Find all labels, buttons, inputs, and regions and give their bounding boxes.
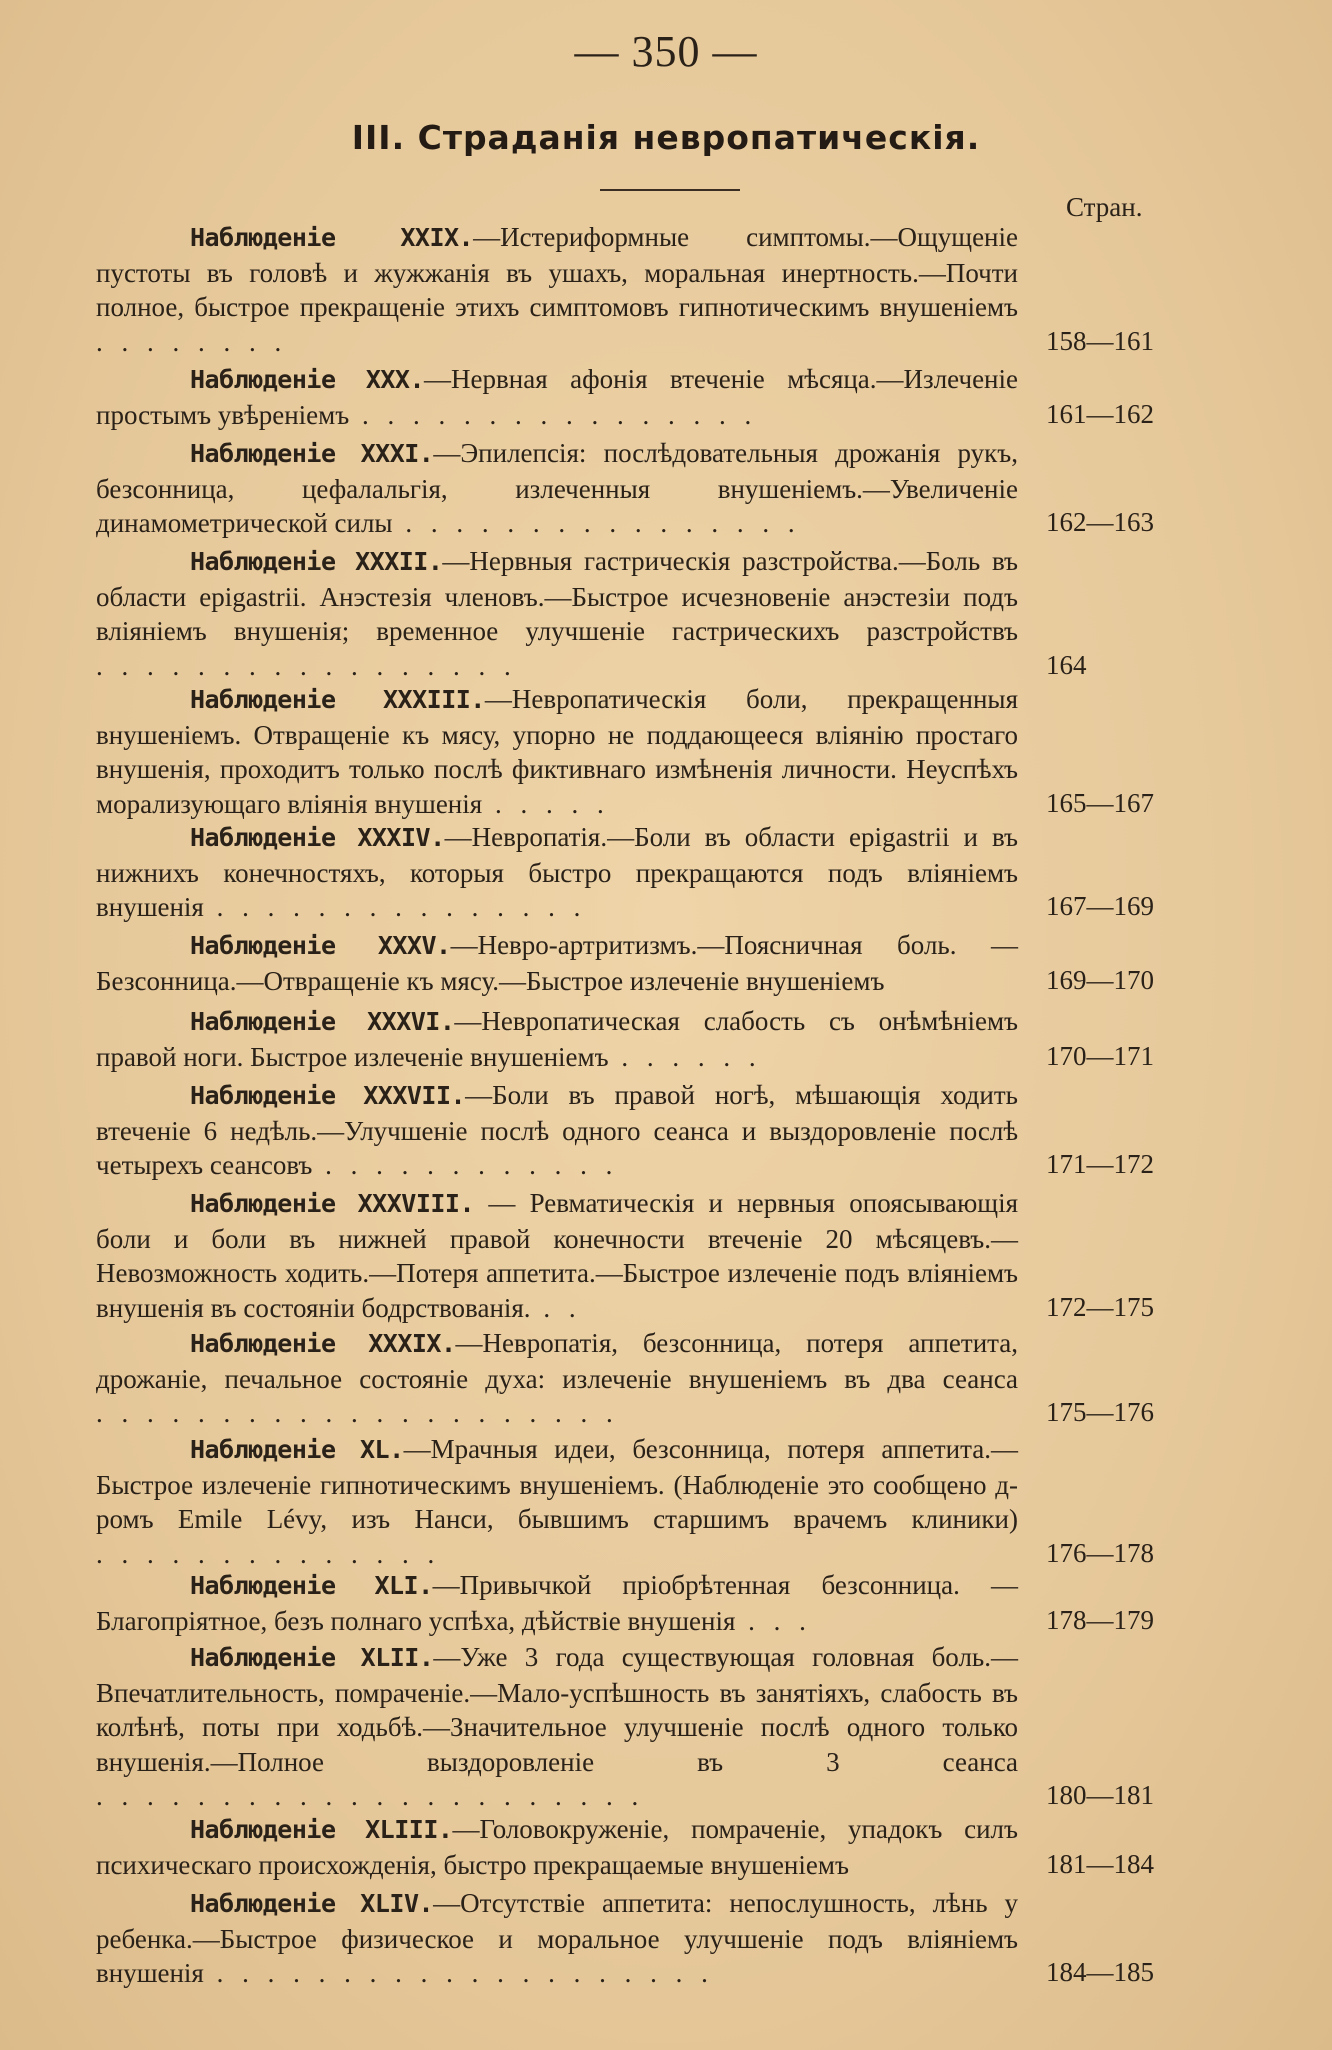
page-number: — 350 —	[574, 27, 758, 76]
page-range: 162—163	[1046, 507, 1154, 537]
observation-description: —Эпилепсія: послѣдовательныя дрожанія рукъ, безсонница, цефалальгія, излеченныя внушеніемъ.—Увеличеніе динамометрической силы	[96, 438, 1018, 538]
pages-column-header: Стран.	[1066, 192, 1143, 222]
observation-description: —Привычкой пріобрѣтенная безсонница. —Благопріятное, безъ полнаго успѣха, дѣйствіе внушенія	[96, 1570, 1018, 1636]
observation-description: — Ревматическія и нервныя опоясывающія боли и боли въ нижней правой конечности втеченіе 20 мѣсяцевъ.—Невозможность ходить.—Потеря аппетита.—Быстрое излеченіе подъ вліяніемъ внушенія въ состояніи бодрствованія.	[96, 1188, 1019, 1323]
leader-dots: . . . . . . . .	[96, 326, 288, 357]
leader-dots: . . . . . . . . . . . . . . . . . . . . .	[96, 1398, 619, 1428]
observation-description: —Невропатическія боли, прекращенныя внушеніемъ. Отвращеніе къ мясу, упорно не поддающееся вліянію простаго внушенія, проходитъ только послѣ фиктивнаго измѣненія личности. Неуспѣхъ морализующаго вліянія внушенія	[96, 684, 1018, 819]
page-range: 184—185	[1046, 1957, 1154, 1987]
observation-description: —Головокруженіе, помраченіе, упадокъ силъ психическаго происхожденія, быстро прекращаемые внушеніемъ	[96, 1814, 1018, 1880]
observation-description: —Уже 3 года существующая головная боль.—Впечатлительность, помраченіе.—Мало-успѣшность въ занятіяхъ, слабость въ колѣнѣ, поты при ходьбѣ.—Значительное улучшеніе послѣ одного только внушенія.—Полное выздоровленіе въ 3 сеанса	[96, 1642, 1018, 1777]
page-range: 165—167	[1046, 787, 1154, 818]
observation-description: —Невропатія, безсонница, потеря аппетита, дрожаніе, печальное состояніе духа: излеченіе внушеніемъ въ два сеанса	[96, 1328, 1019, 1394]
list-item	[96, 820, 1176, 925]
list-item	[96, 1004, 1176, 1074]
observation-label: Наблюденіе XXXVI.	[190, 1007, 455, 1036]
leader-dots: . . .	[735, 1605, 812, 1636]
leader-dots: . . . . . .	[608, 1041, 762, 1072]
list-item	[96, 220, 1176, 359]
observation-label: Наблюденіе XXXIII.	[190, 685, 485, 714]
list-item	[96, 1186, 1176, 1325]
section-title: III. Страданія невропатическія.	[351, 118, 981, 157]
page-range: 171—172	[1046, 1149, 1154, 1179]
title-divider	[600, 189, 740, 191]
observation-description: —Боли въ правой ногѣ, мѣшающія ходить втеченіе 6 недѣль.—Улучшеніе послѣ одного сеанса и выздоровленіе послѣ четырехъ сеансовъ	[96, 1080, 1018, 1180]
leader-dots: . . . . . . . . . . . . . . . .	[392, 508, 801, 538]
observation-label: Наблюденіе XLII.	[190, 1643, 434, 1672]
observation-label: Наблюденіе XXX.	[190, 365, 425, 394]
observation-description: —Мрачныя идеи, безсонница, потеря аппетита.—Быстрое излеченіе гипнотическимъ внушеніемъ. (Наблюденіе это сообщено д-ромъ Emile Lévy, изъ Нанси, бывшимъ старшимъ врачемъ клиники)	[96, 1434, 1018, 1534]
observation-label: Наблюденіе XLIV.	[190, 1889, 434, 1918]
page-range: 170—171	[1046, 1040, 1154, 1071]
list-item	[96, 928, 1176, 998]
page-range: 175—176	[1046, 1397, 1154, 1427]
observation-description: —Нервныя гастрическія разстройства.—Боль въ области epigastrii. Анэстезія членовъ.—Быстрое исчезновеніе анэстезіи подъ вліяніемъ внушенія; временное улучшеніе гастрическихъ разстройствъ	[96, 546, 1018, 646]
leader-dots: . . . . . . . . . . . . . . . . . . . . . .	[96, 1781, 645, 1811]
observation-label: Наблюденіе XXXV.	[190, 931, 451, 960]
leader-dots: . . . . . . . . . . . . . .	[96, 1538, 441, 1569]
observation-label: Наблюденіе XXIX.	[190, 223, 474, 252]
page-range: 180—181	[1046, 1780, 1154, 1810]
list-item	[96, 1640, 1176, 1814]
observation-label: Наблюденіе XLIII.	[190, 1815, 453, 1844]
page-range: 169—170	[1046, 964, 1154, 995]
list-item	[96, 1812, 1176, 1882]
observation-description: —Невро-артритизмъ.—Поясничная боль. —Безсонница.—Отвращеніе къ мясу.—Быстрое излеченіе внушеніемъ	[96, 930, 1018, 996]
page-range: 181—184	[1046, 1848, 1154, 1879]
observation-label: Наблюденіе XL.	[190, 1435, 404, 1464]
page-range: 172—175	[1046, 1291, 1154, 1322]
observation-label: Наблюденіе XLI.	[190, 1571, 433, 1600]
list-item	[96, 1078, 1176, 1183]
leader-dots: . . . . . . . . . . . . . . . .	[349, 399, 758, 430]
observation-label: Наблюденіе XXXVII.	[190, 1081, 466, 1110]
leader-dots: . .	[530, 1292, 582, 1323]
observation-description: —Отсутствіе аппетита: непослушность, лѣнь у ребенка.—Быстрое физическое и моральное улучшеніе подъ вліяніемъ внушенія	[96, 1888, 1018, 1988]
observation-description: —Невропатическая слабость съ онѣмѣніемъ правой ноги. Быстрое излеченіе внушеніемъ	[96, 1006, 1019, 1072]
leader-dots: . . . . . . . . . . . .	[312, 1150, 619, 1180]
list-item	[96, 1886, 1176, 1991]
leader-dots: . . . . .	[482, 788, 610, 819]
leader-dots: . . . . . . . . . . . . . . . . . . . .	[203, 1958, 714, 1988]
list-item	[96, 682, 1176, 821]
page-range: 158—161	[1046, 325, 1154, 356]
list-item	[96, 1568, 1176, 1638]
list-item	[96, 436, 1176, 541]
observation-description: —Невропатія.—Боли въ области epigastrii и въ нижнихъ конечностяхъ, которыя быстро прекращаются подъ вліяніемъ внушенія	[96, 822, 1018, 922]
observation-label: Наблюденіе XXXII.	[190, 547, 443, 576]
observation-label: Наблюденіе XXXI.	[190, 439, 434, 468]
page-range: 176—178	[1046, 1537, 1154, 1568]
page-range: 178—179	[1046, 1604, 1154, 1635]
observation-description: —Истериформные симптомы.—Ощущеніе пустоты въ головѣ и жужжанія въ ушахъ, моральная инертность.—Почти полное, быстрое прекращеніе этихъ симптомовъ гипнотическимъ внушеніемъ	[96, 222, 1018, 322]
observation-label: Наблюденіе XXXIX.	[190, 1329, 456, 1358]
leader-dots: . . . . . . . . . . . . . . . . .	[96, 650, 517, 681]
observation-description: —Нервная афонія втеченіе мѣсяца.—Излеченіе простымъ увѣреніемъ	[96, 364, 1018, 430]
list-item	[96, 362, 1176, 432]
list-item	[96, 1432, 1176, 1571]
list-item	[96, 1326, 1176, 1431]
observation-label: Наблюденіе XXXIV.	[190, 823, 445, 852]
observation-label: Наблюденіе XXXVIII.	[190, 1189, 475, 1218]
page-range: 164	[1046, 649, 1087, 680]
page-range: 161—162	[1046, 398, 1154, 429]
list-item	[96, 544, 1176, 683]
leader-dots: . . . . . . . . . . . . . . .	[203, 892, 587, 922]
page-range: 167—169	[1046, 891, 1154, 921]
